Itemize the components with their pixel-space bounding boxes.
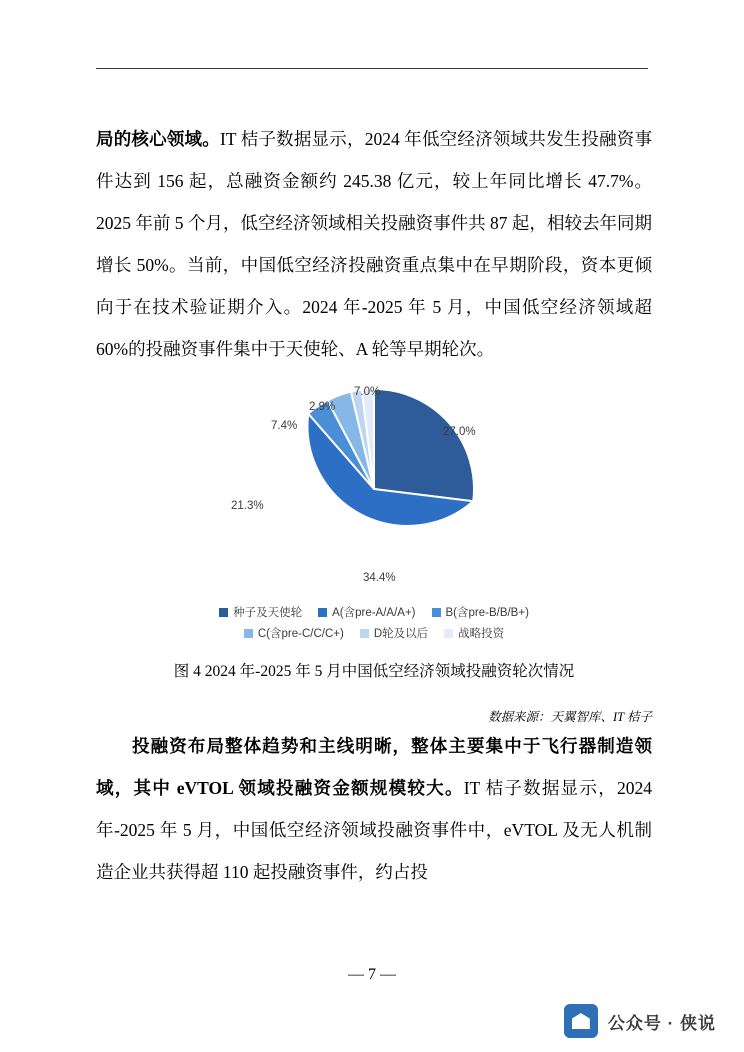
legend-item-c-round xyxy=(244,625,344,641)
page-number: — 7 — xyxy=(348,966,396,983)
legend-item-seed-angel xyxy=(219,604,302,620)
paragraph-1-lead: 局的核心领域。 xyxy=(96,129,220,149)
legend-swatch-icon xyxy=(244,629,253,638)
figure-4 xyxy=(96,380,652,725)
legend-label-seed-angel: 种子及天使轮 xyxy=(233,607,303,619)
pie-label-b-round: 21.3% xyxy=(231,500,264,512)
legend-label-d-round: D轮及以后 xyxy=(373,628,429,640)
pie-label-strategic: 7.0% xyxy=(354,386,381,398)
watermark-logo-icon xyxy=(564,1004,598,1038)
legend-label-b-round: B(含pre-B/B/B+) xyxy=(445,607,529,619)
legend-label-c-round: C(含pre-C/C/C+) xyxy=(257,628,344,640)
legend-label-a-round: A(含pre-A/A/A+) xyxy=(332,607,416,619)
legend-swatch-icon xyxy=(219,608,228,617)
paragraph-1 xyxy=(96,118,652,370)
legend-label-strategic: 战略投资 xyxy=(458,628,505,640)
watermark-text: 公众号 · 侠说 xyxy=(607,1013,716,1033)
pie-label-seed-angel: 27.0% xyxy=(443,426,476,438)
paragraph-1-rest: IT 桔子数据显示，2024 年低空经济领域共发生投融资事件达到 156 起，总融资金额约 245.38 亿元，较上年同比增长 47.7%。2025 年前 5 个月，低空经济领域相关投融资事件共 87 起，相较去年同期增长 50%。当前，中国低空经济投融资重点集中在早期阶段，资本更倾向于在技术验证期介入。2024 年-2025 年 5 月，中国低空经济领域超 60%的投融资事件集中于天使轮、A 轮等早期轮次。 xyxy=(96,129,653,359)
pie-chart xyxy=(113,380,635,645)
pie-svg xyxy=(244,386,504,592)
legend-swatch-icon xyxy=(432,608,441,617)
figure-caption: 图 4 2024 年-2025 年 5 月中国低空经济领域投融资轮次情况 xyxy=(173,663,575,680)
header-rule xyxy=(96,68,648,69)
pie-label-a-round: 34.4% xyxy=(363,572,396,584)
legend-row-1 xyxy=(219,604,529,620)
paragraph-2 xyxy=(96,725,652,893)
legend-swatch-icon xyxy=(360,629,369,638)
legend-swatch-icon xyxy=(318,608,327,617)
pie-label-d-round: 2.9% xyxy=(309,401,336,413)
legend-item-strategic xyxy=(444,625,504,641)
paragraph-2-lead: 投融资布局整体趋势和主线明晰，整体主要集中于飞行器制造领域，其中 eVTOL 领域投融资金额规模较大。 xyxy=(96,736,652,798)
legend-item-d-round xyxy=(360,625,428,641)
figure-source: 数据来源：天翼智库、IT 桔子 xyxy=(487,710,652,724)
legend-item-a-round xyxy=(318,604,415,620)
page-content xyxy=(96,118,652,893)
paragraph-2-rest: IT 桔子数据显示，2024 年-2025 年 5 月，中国低空经济领域投融资事件中，eVTOL 及无人机制造企业共获得超 110 起投融资事件，约占投 xyxy=(96,778,652,882)
pie-label-c-round: 7.4% xyxy=(271,420,298,432)
legend-row-2 xyxy=(244,625,504,641)
legend-item-b-round xyxy=(432,604,529,620)
pie-slice-seed-angel xyxy=(374,389,474,501)
legend-swatch-icon xyxy=(444,629,453,638)
pie-chart-plot xyxy=(113,380,635,598)
watermark xyxy=(564,1004,716,1038)
chart-legend xyxy=(113,604,635,641)
